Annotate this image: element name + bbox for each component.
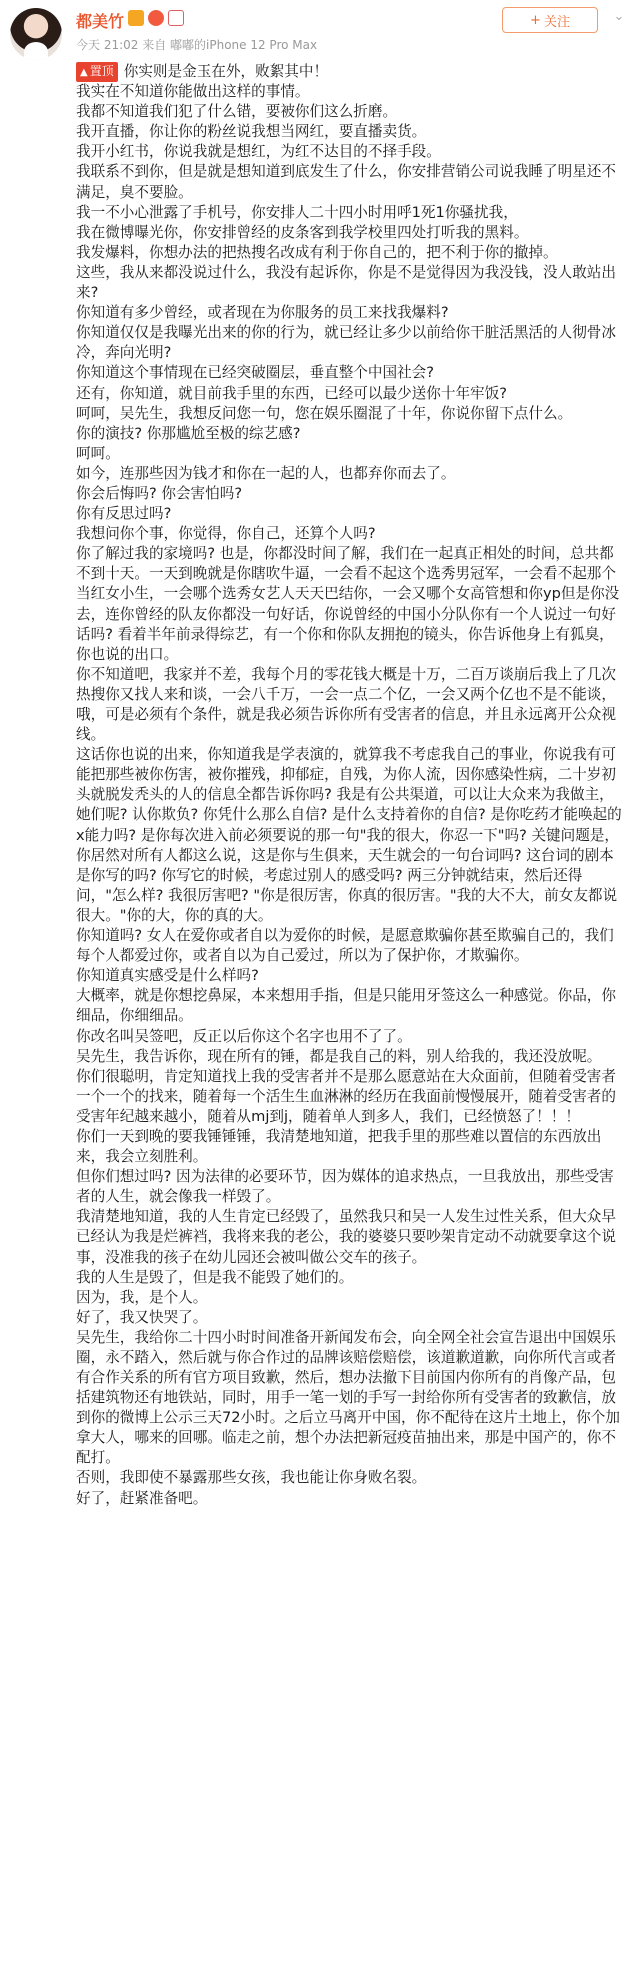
user-badges bbox=[128, 10, 184, 26]
paragraph: 我想问你个事，你觉得，你自己，还算个人吗? bbox=[76, 525, 376, 543]
paragraph: 我联系不到你，但是就是想知道到底发生了什么，你安排营销公司说我睡了明星还不满足，臭不要脸。 bbox=[76, 163, 616, 201]
pinned-badge: ▲ 置顶 bbox=[76, 62, 118, 82]
paragraph: 我的人生是毁了，但是我不能毁了她们的。 bbox=[76, 1268, 354, 1286]
paragraph: 你会后悔吗? 你会害怕吗? bbox=[76, 484, 243, 502]
paragraph: 好了，赶紧准备吧。 bbox=[76, 1489, 208, 1507]
paragraph: 你知道真实感受是什么样吗? bbox=[76, 967, 259, 985]
paragraph: 这些，我从来都没说过什么，我没有起诉你，你是不是觉得因为我没钱，没人敢站出来? bbox=[76, 263, 616, 302]
plus-icon: + bbox=[530, 12, 541, 28]
paragraph-spacer: 因为，我，是个人。 bbox=[76, 1288, 208, 1306]
crown-icon[interactable] bbox=[148, 10, 164, 26]
paragraph: ▲ 置顶 你实则是金玉在外，败絮其中！ bbox=[76, 62, 622, 82]
paragraph: 你有反思过吗? bbox=[76, 505, 172, 523]
paragraph: 这话你也说的出来，你知道我是学表演的，就算我不考虑我自己的事业，你说我有可能把那些被你伤害，被你摧残，抑郁症，自残，为你人流，因你感染性病，二十岁初头就脱发秃头的人的信息全都告诉你吗? 我是有公共渠道，可以让大众来为我做主，她们呢? 认你欺负? 你凭什么那么自信? 是什么支持着你的自信? 是你吃药才能唤起的x能力吗? 是你每次进入前必须要说的那一句"我的很大，你忍一下"吗? 关键问题是，你居然对所有人都这么说，这是你与生俱来，天生就会的一句台词吗? 这台词的剧本是你写的吗? 你写它的时候，考虑过别人的感受吗? 两三分钟就结束，然后还得问，"怎么样? 我很厉害吧? "你是很厉害，你真的很厉害。"我的大不大，前女友都说很大。"你的大，你的真的大。 bbox=[76, 746, 622, 924]
paragraph: 你们很聪明，肯定知道找上我的受害者并不是那么愿意站在大众面前，但随着受害者一个一个的找来，随着每一个活生生血淋淋的经历在我面前慢慢展开，随着受害者的受害年纪越来越小，随着从mj到j，随着单人到多人，我们，已经愤怒了！！！ bbox=[76, 1067, 616, 1125]
follow-label: 关注 bbox=[543, 14, 570, 30]
paragraph: 否则，我即使不暴露那些女孩，我也能让你身败名裂。 bbox=[76, 1469, 427, 1487]
paragraph: 你不知道吧，我家并不差，我每个月的零花钱大概是十万，二百万谈崩后我上了几次热搜你又找人来和谈，一会八千万，一会一点二个亿，一会又两个亿也不是不能谈，哦，可是必须有个条件，就是我必须告诉你所有受害者的信息，并且永远离开公众视线。 bbox=[76, 665, 616, 744]
post-body bbox=[76, 62, 622, 1509]
paragraph: 你改名叫吴签吧，反正以后你这个名字也用不了了。 bbox=[76, 1027, 412, 1045]
avatar[interactable] bbox=[10, 8, 62, 60]
paragraph: 你知道仅仅是我曝光出来的你的行为，就已经让多少以前给你干脏活黑活的人彻骨冰冷，奔向光明? bbox=[76, 324, 616, 362]
paragraph: 我清楚地知道，我的人生肯定已经毁了，虽然我只和吴一人发生过性关系，但大众早已经认为我是烂裤裆，我将来我的老公，我的婆婆只要吵架肯定动不动就要拿这个说事，没准我的孩子在幼儿园还会被叫做公交车的孩子。 bbox=[76, 1208, 616, 1266]
paragraph: 你的演技? 你那尴尬至极的综艺感? bbox=[76, 424, 301, 442]
paragraph: 但你们想过吗? 因为法律的必要环节，因为媒体的追求热点，一旦我放出，那些受害者的人生，就会像我一样毁了。 bbox=[76, 1168, 614, 1206]
vip-icon[interactable] bbox=[128, 10, 144, 26]
paragraph: 我在微博曝光你，你安排曾经的皮条客到我学校里四处打听我的黑料。 bbox=[76, 223, 529, 241]
paragraph: 你了解过我的家境吗? 也是，你都没时间了解，我们在一起真正相处的时间，总共都不到十天。一天到晚就是你瞎吹牛逼，一会看不起这个选秀男冠军，一会看不起那个当红女小生，一会哪个选秀女艺人天天巴结你，一会又哪个女高管想和你yp但是你没去，连你曾经的队友你都没一句好话，你说曾经的中国小分队你有一个人说过一句好话吗? 看着半年前录得综艺，有一个你和你队友拥抱的镜头，你告诉他身上有狐臭，你也说的出口。 bbox=[76, 545, 620, 663]
follow-button[interactable] bbox=[502, 7, 598, 33]
paragraph: 大概率，就是你想挖鼻屎，本来想用手指，但是只能用牙签这么一种感觉。你品，你细品，你细细品。 bbox=[76, 987, 616, 1025]
paragraph: 你知道吗? 女人在爱你或者自以为爱你的时候，是愿意欺骗你甚至欺骗自己的，我们每个人都爱过你，或者自以为自己爱过，所以为了保护你，才欺骗你。 bbox=[76, 927, 614, 965]
post-meta: 今天 21:02 来自 嘟嘟的iPhone 12 Pro Max bbox=[76, 38, 318, 52]
paragraph: 好了，我又快哭了。 bbox=[76, 1308, 208, 1326]
username[interactable]: 都美竹 bbox=[76, 12, 125, 31]
paragraph: 还有，你知道，就目前我手里的东西，已经可以最少送你十年牢饭? bbox=[76, 384, 507, 402]
paragraph: 如今，连那些因为钱才和你在一起的人，也都弃你而去了。 bbox=[76, 464, 456, 482]
paragraph: 吴先生，我给你二十四小时时间准备开新闻发布会，向全网全社会宣告退出中国娱乐圈，永不踏入，然后就与你合作过的品牌该赔偿赔偿，该道歉道歉，向你所代言或者有合作关系的所有官方项目致歉，然后，想办法撤下目前国内你所有的肖像产品，包括建筑物还有地铁站，同时，用手一笔一划的手写一封给你所有受害者的致歉信，放到你的微博上公示三天72小时。之后立马离开中国，你不配待在这片土地上，你个加拿大人，哪来的回哪。临走之前，想个办法把新冠疫苗抽出来，那是中国产的，你不配打。 bbox=[76, 1328, 620, 1467]
chevron-down-icon[interactable]: ⌄ bbox=[613, 9, 625, 24]
paragraph: 我开直播，你让你的粉丝说我想当网红，要直播卖货。 bbox=[76, 123, 427, 141]
paragraph: 呵呵。 bbox=[76, 444, 120, 462]
post-header bbox=[0, 0, 640, 68]
paragraph: 我都不知道我们犯了什么错，要被你们这么折磨。 bbox=[76, 103, 398, 121]
paragraph: 我发爆料，你想办法的把热搜名改成有利于你自己的，把不利于你的撤掉。 bbox=[76, 243, 558, 261]
paragraph: 我开小红书，你说我就是想红，为红不达目的不择手段。 bbox=[76, 143, 441, 161]
paragraph: 吴先生，我告诉你，现在所有的锤，都是我自己的料，别人给我的，我还没放呢。 bbox=[76, 1047, 602, 1065]
paragraph: 呵呵，吴先生，我想反问您一句，您在娱乐圈混了十年，你说你留下点什么。 bbox=[76, 404, 573, 422]
paragraph: 你知道有多少曾经，或者现在为你服务的员工来找我爆料? bbox=[76, 304, 449, 322]
paragraph: 你知道这个事情现在已经突破圈层，垂直整个中国社会? bbox=[76, 364, 434, 382]
pin-icon: ▲ bbox=[80, 67, 88, 78]
paragraph: 你们一天到晚的要我锤锤锤，我清楚地知道，把我手里的那些难以置信的东西放出来，我会立刻胜利。 bbox=[76, 1127, 602, 1166]
paragraph: 我实在不知道你能做出这样的事情。 bbox=[76, 83, 310, 101]
paragraph: 我一不小心泄露了手机号，你安排人二十四小时用呼1死1你骚扰我， bbox=[76, 203, 518, 221]
gift-icon[interactable] bbox=[168, 10, 184, 26]
